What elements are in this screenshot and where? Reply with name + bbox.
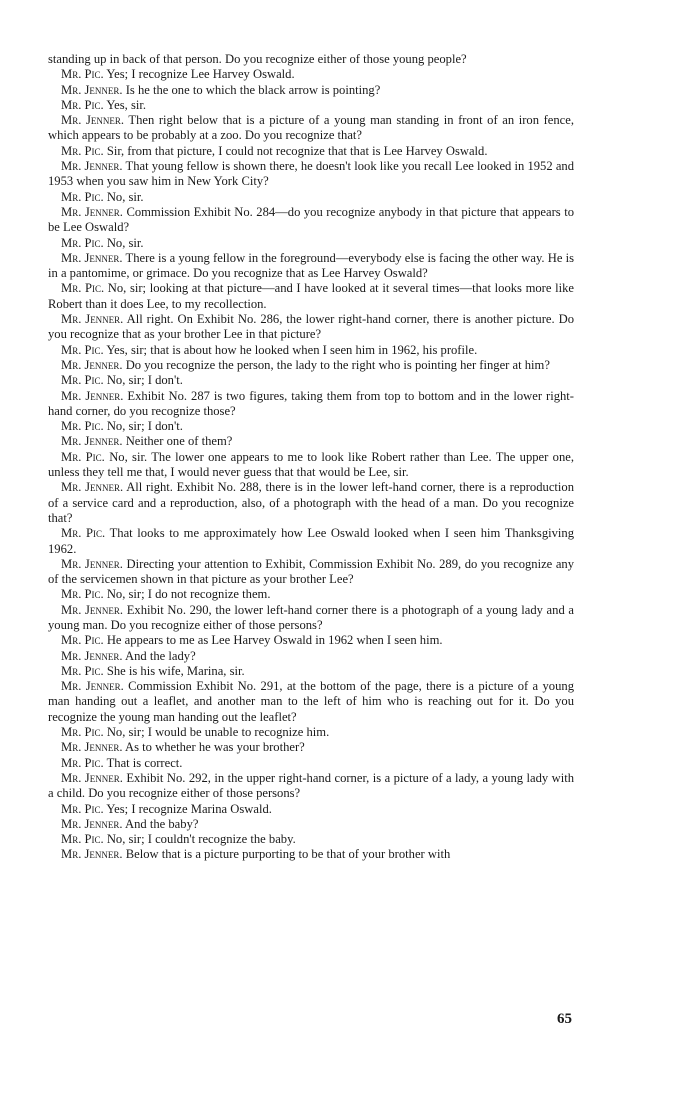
speaker-name: Mr. Pic. [61,419,104,434]
speaker-name: Mr. Pic. [61,281,105,296]
speaker-name: Mr. Jenner. [61,250,123,265]
statement-text: Do you recognize the person, the lady to the right who is pointing her finger at him? [125,357,550,372]
speaker-name: Mr. Pic. [61,373,104,388]
testimony-paragraph [48,526,574,557]
speaker-name: Mr. Jenner. [61,556,123,571]
statement-text: No, sir; I would be unable to recognize him. [106,725,330,740]
statement-text: That is correct. [106,755,183,770]
speaker-name: Mr. Pic. [61,801,104,816]
testimony-paragraph [48,251,574,282]
testimony-paragraph [48,847,574,862]
statement-text: As to whether he was your brother? [125,740,305,755]
speaker-name: Mr. Pic. [61,832,104,847]
speaker-name: Mr. Jenner. [61,602,124,617]
testimony-paragraph [48,205,574,236]
speaker-name: Mr. Jenner. [61,480,124,495]
speaker-name: Mr. Pic. [61,97,104,112]
testimony-text [48,52,574,863]
statement-text: No, sir; looking at that picture—and I have looked at it several times—that looks more like Robert than it does Lee, to my recollection. [48,281,574,311]
speaker-name: Mr. Jenner. [61,679,124,694]
statement-text: Directing your attention to Exhibit, Commission Exhibit No. 289, do you recognize any of the servicemen shown in that picture as your brother Lee? [48,556,575,587]
testimony-paragraph [48,587,574,602]
testimony-paragraph [48,419,574,434]
statement-text: No, sir; I couldn't recognize the baby. [106,832,296,847]
speaker-name: Mr. Pic. [61,67,104,82]
testimony-paragraph [48,159,574,190]
statement-text: No, sir. [106,189,144,204]
testimony-paragraph [48,649,574,664]
speaker-name: Mr. Jenner. [61,770,123,785]
testimony-paragraph [48,389,574,420]
testimony-paragraph [48,144,574,159]
statement-text: There is a young fellow in the foreground—everybody else is facing the other way. He is in a pantomime, or grimace. Do you recognize that as Lee Harvey Oswald? [48,250,574,281]
speaker-name: Mr. Jenner. [61,113,124,128]
statement-text: And the lady? [125,648,196,663]
statement-text: Commission Exhibit No. 284—do you recognize anybody in that picture that appears to be Lee Oswald? [48,204,574,235]
statement-text: No, sir. The lower one appears to me to look like Robert rather than Lee. The upper one, unless they tell me that, I would never guess that that would be Lee, sir. [48,449,575,480]
testimony-paragraph [48,67,574,82]
testimony-paragraph [48,190,574,205]
statement-text: Yes, sir. [106,97,147,112]
statement-text: Is he the one to which the black arrow is pointing? [125,82,381,97]
statement-text: Then right below that is a picture of a young man standing in front of an iron fence, which appears to be probably at a zoo. Do you recognize that? [48,113,575,143]
statement-text: Exhibit No. 287 is two figures, taking them from top to bottom and in the lower right-hand corner, do you recognize those? [48,388,575,418]
page-number: 65 [557,1011,572,1027]
testimony-paragraph [48,236,574,251]
statement-text: Below that is a picture purporting to be that of your brother with [125,847,451,862]
statement-text: Exhibit No. 292, in the upper right-hand corner, is a picture of a lady, a young lady with a child. Do you recognize either of those persons? [48,770,575,801]
speaker-name: Mr. Pic. [61,633,104,648]
speaker-name: Mr. Pic. [61,663,104,678]
speaker-name: Mr. Pic. [61,587,104,602]
testimony-paragraph [48,664,574,679]
speaker-name: Mr. Jenner. [61,434,123,449]
statement-text: standing up in back of that person. Do you recognize either of those young people? [48,52,467,66]
testimony-paragraph [48,113,574,144]
speaker-name: Mr. Pic. [61,342,104,357]
testimony-paragraph [48,434,574,449]
testimony-paragraph [48,832,574,847]
statement-text: No, sir. [106,235,144,250]
speaker-name: Mr. Pic. [61,526,106,541]
speaker-name: Mr. Jenner. [61,648,123,663]
testimony-paragraph [48,83,574,98]
testimony-paragraph [48,679,574,725]
speaker-name: Mr. Pic. [61,143,104,158]
statement-text: That young fellow is shown there, he doesn't look like you recall Lee looked in 1952 and 1953 when you saw him in New York City? [48,159,574,189]
statement-text: She is his wife, Marina, sir. [106,663,245,678]
testimony-paragraph [48,802,574,817]
testimony-paragraph [48,603,574,634]
testimony-paragraph [48,312,574,343]
testimony-paragraph [48,373,574,388]
speaker-name: Mr. Pic. [61,189,104,204]
testimony-paragraph [48,52,574,67]
testimony-paragraph [48,557,574,588]
testimony-paragraph [48,817,574,832]
statement-text: All right. On Exhibit No. 286, the lower right-hand corner, there is another picture. Do you recognize that as your brother Lee in that picture? [48,312,574,342]
testimony-paragraph [48,98,574,113]
statement-text: All right. Exhibit No. 288, there is in the lower left-hand corner, there is a reproduction of a service card and a reproduction, also, of a photograph with the head of a man. Do you recognize that? [48,480,575,525]
speaker-name: Mr. Jenner. [61,159,123,174]
statement-text: He appears to me as Lee Harvey Oswald in 1962 when I seen him. [106,633,443,648]
speaker-name: Mr. Jenner. [61,357,123,372]
statement-text: Yes; I recognize Lee Harvey Oswald. [106,67,295,82]
testimony-paragraph [48,725,574,740]
testimony-paragraph [48,281,574,312]
speaker-name: Mr. Jenner. [61,82,123,97]
statement-text: Sir, from that picture, I could not recognize that that is Lee Harvey Oswald. [106,143,488,158]
testimony-paragraph [48,633,574,648]
statement-text: Yes; I recognize Marina Oswald. [106,801,272,816]
statement-text: No, sir; I do not recognize them. [106,587,271,602]
testimony-paragraph [48,358,574,373]
speaker-name: Mr. Jenner. [61,312,124,327]
testimony-paragraph [48,740,574,755]
testimony-paragraph [48,480,574,526]
testimony-paragraph [48,756,574,771]
speaker-name: Mr. Jenner. [61,740,123,755]
statement-text: No, sir; I don't. [106,373,183,388]
speaker-name: Mr. Pic. [61,449,105,464]
statement-text: Commission Exhibit No. 291, at the bottom of the page, there is a picture of a young man handing out a leaflet, and another man to the left of him who is reaching out for it. Do you recognize the young man handing out the leaflet? [48,679,574,724]
statement-text: Neither one of them? [125,434,233,449]
statement-text: No, sir; I don't. [106,419,183,434]
speaker-name: Mr. Jenner. [61,388,124,403]
speaker-name: Mr. Jenner. [61,847,123,862]
testimony-paragraph [48,450,574,481]
statement-text: That looks to me approximately how Lee Oswald looked when I seen him Thanksgiving 1962. [48,526,575,556]
speaker-name: Mr. Pic. [61,725,104,740]
speaker-name: Mr. Jenner. [61,816,123,831]
speaker-name: Mr. Jenner. [61,204,123,219]
statement-text: And the baby? [125,816,199,831]
testimony-paragraph [48,343,574,358]
testimony-paragraph [48,771,574,802]
statement-text: Yes, sir; that is about how he looked when I seen him in 1962, his profile. [106,342,478,357]
speaker-name: Mr. Pic. [61,755,104,770]
speaker-name: Mr. Pic. [61,235,104,250]
statement-text: Exhibit No. 290, the lower left-hand corner there is a photograph of a young lady and a young man. Do you recognize either of those persons? [48,602,574,632]
